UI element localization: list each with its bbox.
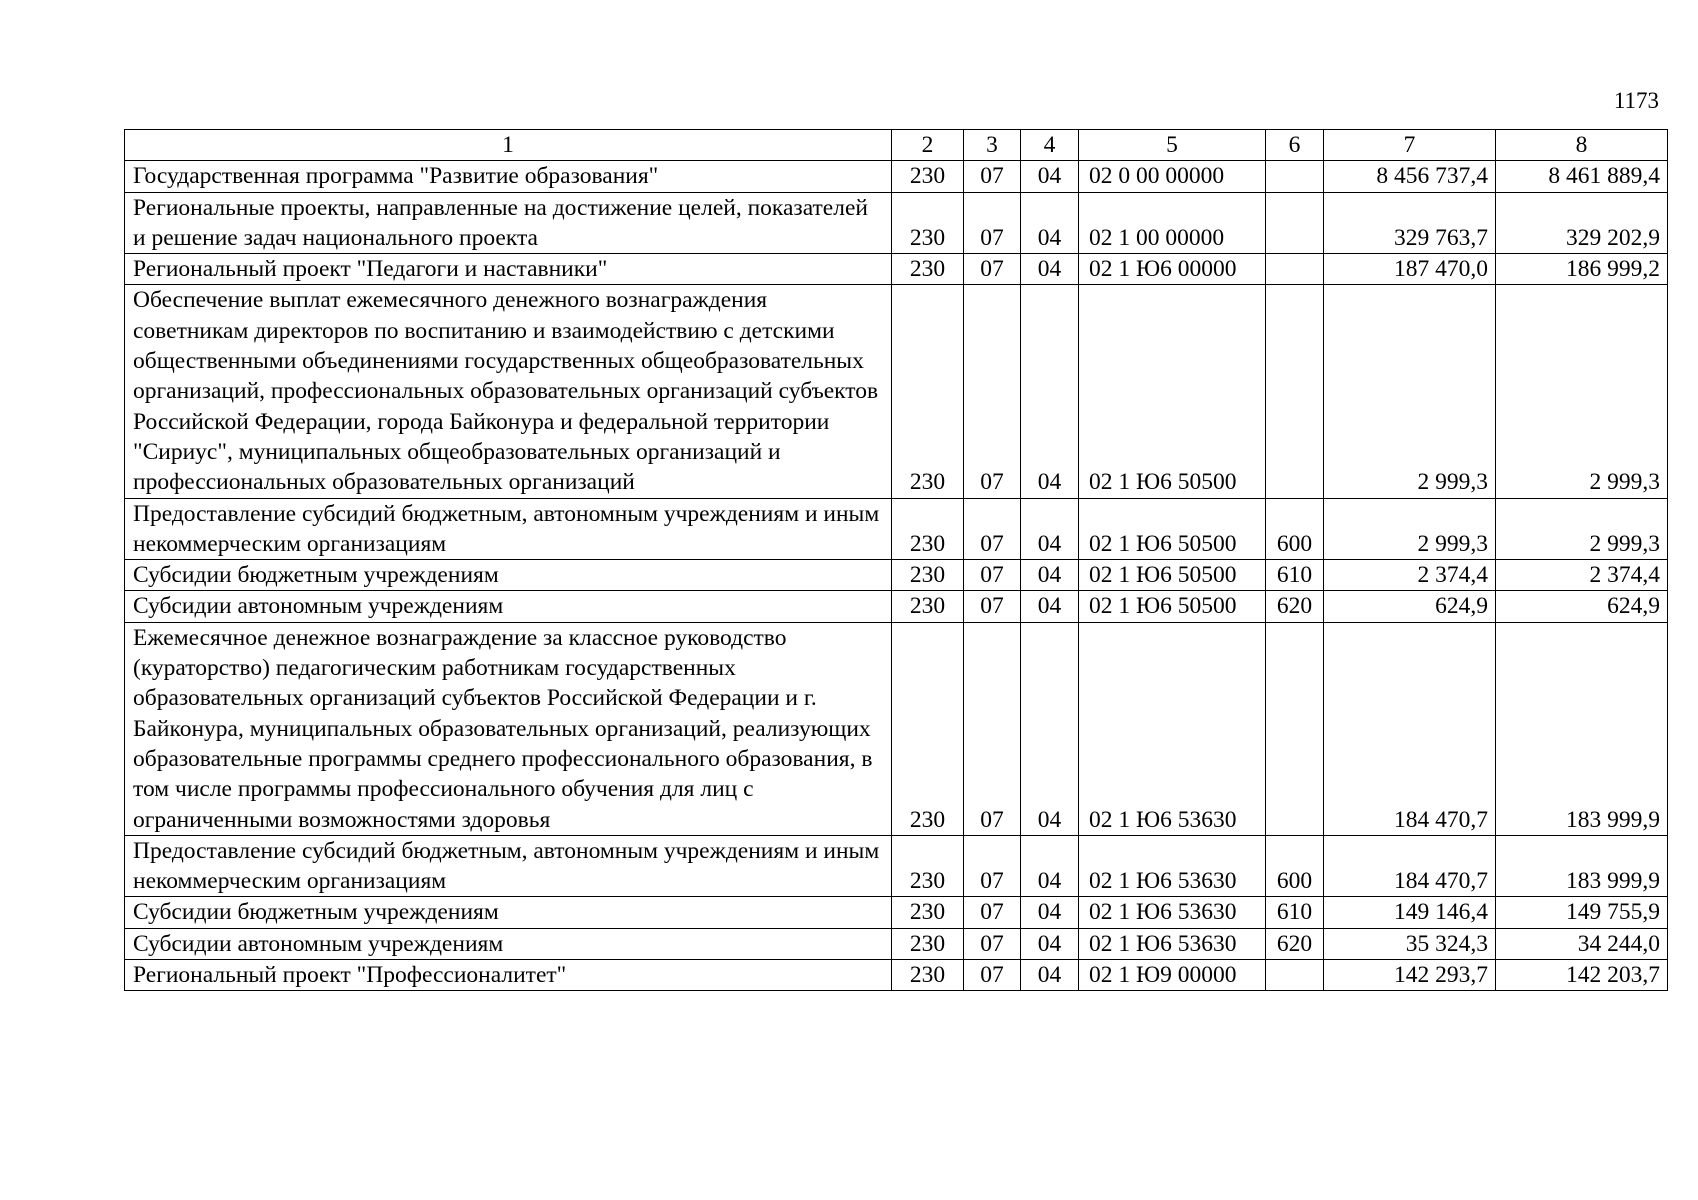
table-header-row (125, 130, 1668, 161)
row-target-code: 02 1 Ю6 50500 (1079, 285, 1266, 498)
table-row (125, 560, 1668, 591)
row-expense-type: 600 (1266, 498, 1324, 560)
table-row (125, 835, 1668, 897)
column-header: 2 (892, 130, 964, 161)
row-amount-year1: 624,9 (1324, 591, 1496, 622)
row-amount-year1: 184 470,7 (1324, 835, 1496, 897)
row-amount-year1: 35 324,3 (1324, 928, 1496, 959)
row-amount-year1: 2 374,4 (1324, 560, 1496, 591)
row-ministry-code: 230 (892, 192, 964, 254)
row-name: Региональный проект "Педагоги и наставники" (125, 254, 892, 285)
row-expense-type: 620 (1266, 591, 1324, 622)
row-subsection: 04 (1021, 254, 1079, 285)
row-expense-type: 610 (1266, 897, 1324, 928)
row-section: 07 (964, 835, 1021, 897)
row-amount-year2: 183 999,9 (1496, 835, 1668, 897)
row-ministry-code: 230 (892, 928, 964, 959)
table-row (125, 960, 1668, 991)
row-amount-year2: 329 202,9 (1496, 192, 1668, 254)
row-subsection: 04 (1021, 591, 1079, 622)
table-row (125, 622, 1668, 835)
row-ministry-code: 230 (892, 897, 964, 928)
row-expense-type (1266, 622, 1324, 835)
row-amount-year2: 2 999,3 (1496, 498, 1668, 560)
row-subsection: 04 (1021, 161, 1079, 192)
row-expense-type: 600 (1266, 835, 1324, 897)
row-amount-year1: 2 999,3 (1324, 498, 1496, 560)
row-ministry-code: 230 (892, 835, 964, 897)
row-target-code: 02 1 00 00000 (1079, 192, 1266, 254)
row-name: Субсидии бюджетным учреждениям (125, 560, 892, 591)
row-name: Региональные проекты, направленные на достижение целей, показателей и решение задач национального проекта (125, 192, 892, 254)
row-amount-year2: 8 461 889,4 (1496, 161, 1668, 192)
row-amount-year2: 149 755,9 (1496, 897, 1668, 928)
row-amount-year2: 2 999,3 (1496, 285, 1668, 498)
row-expense-type (1266, 254, 1324, 285)
row-section: 07 (964, 192, 1021, 254)
column-header: 1 (125, 130, 892, 161)
page-number: 1173 (1613, 88, 1659, 113)
row-ministry-code: 230 (892, 591, 964, 622)
row-amount-year1: 8 456 737,4 (1324, 161, 1496, 192)
row-expense-type (1266, 161, 1324, 192)
column-header: 3 (964, 130, 1021, 161)
row-section: 07 (964, 622, 1021, 835)
row-ministry-code: 230 (892, 254, 964, 285)
column-header: 8 (1496, 130, 1668, 161)
row-section: 07 (964, 161, 1021, 192)
table-row (125, 192, 1668, 254)
row-subsection: 04 (1021, 285, 1079, 498)
row-subsection: 04 (1021, 192, 1079, 254)
row-ministry-code: 230 (892, 560, 964, 591)
row-subsection: 04 (1021, 835, 1079, 897)
row-amount-year1: 142 293,7 (1324, 960, 1496, 991)
row-amount-year1: 187 470,0 (1324, 254, 1496, 285)
table-row (125, 254, 1668, 285)
table-row (125, 161, 1668, 192)
row-target-code: 02 1 Ю6 53630 (1079, 622, 1266, 835)
table-row (125, 928, 1668, 959)
row-subsection: 04 (1021, 622, 1079, 835)
row-name: Региональный проект "Профессионалитет" (125, 960, 892, 991)
row-target-code: 02 0 00 00000 (1079, 161, 1266, 192)
row-ministry-code: 230 (892, 622, 964, 835)
table-row (125, 591, 1668, 622)
row-amount-year2: 34 244,0 (1496, 928, 1668, 959)
row-amount-year2: 186 999,2 (1496, 254, 1668, 285)
row-amount-year1: 329 763,7 (1324, 192, 1496, 254)
row-expense-type: 620 (1266, 928, 1324, 959)
row-expense-type (1266, 960, 1324, 991)
row-amount-year1: 184 470,7 (1324, 622, 1496, 835)
table-row (125, 498, 1668, 560)
row-section: 07 (964, 498, 1021, 560)
row-name: Предоставление субсидий бюджетным, автономным учреждениям и иным некоммерческим организациям (125, 835, 892, 897)
row-section: 07 (964, 897, 1021, 928)
row-target-code: 02 1 Ю6 53630 (1079, 928, 1266, 959)
row-subsection: 04 (1021, 928, 1079, 959)
row-ministry-code: 230 (892, 960, 964, 991)
table-row (125, 285, 1668, 498)
row-name: Предоставление субсидий бюджетным, автономным учреждениям и иным некоммерческим организациям (125, 498, 892, 560)
row-target-code: 02 1 Ю6 50500 (1079, 498, 1266, 560)
row-name: Государственная программа "Развитие образования" (125, 161, 892, 192)
row-target-code: 02 1 Ю9 00000 (1079, 960, 1266, 991)
row-subsection: 04 (1021, 560, 1079, 591)
row-subsection: 04 (1021, 960, 1079, 991)
row-expense-type: 610 (1266, 560, 1324, 591)
row-target-code: 02 1 Ю6 50500 (1079, 591, 1266, 622)
row-name: Субсидии автономным учреждениям (125, 591, 892, 622)
row-amount-year1: 149 146,4 (1324, 897, 1496, 928)
row-subsection: 04 (1021, 498, 1079, 560)
column-header: 4 (1021, 130, 1079, 161)
row-target-code: 02 1 Ю6 50500 (1079, 560, 1266, 591)
column-header: 6 (1266, 130, 1324, 161)
row-section: 07 (964, 928, 1021, 959)
row-ministry-code: 230 (892, 498, 964, 560)
row-ministry-code: 230 (892, 285, 964, 498)
row-expense-type (1266, 192, 1324, 254)
row-target-code: 02 1 Ю6 53630 (1079, 835, 1266, 897)
column-header: 7 (1324, 130, 1496, 161)
row-name: Обеспечение выплат ежемесячного денежного вознаграждения советникам директоров по воспитанию и взаимодействию с детскими общественными объединениями государственных общеобразовательных организаций, профессиональных образовательных организаций субъектов Российской Федерации, города Байконура и федеральной территории "Сириус", муниципальных общеобразовательных организаций и профессиональных образовательных организаций (125, 285, 892, 498)
row-section: 07 (964, 560, 1021, 591)
column-header: 5 (1079, 130, 1266, 161)
row-expense-type (1266, 285, 1324, 498)
row-target-code: 02 1 Ю6 53630 (1079, 897, 1266, 928)
row-section: 07 (964, 591, 1021, 622)
row-name: Субсидии бюджетным учреждениям (125, 897, 892, 928)
row-section: 07 (964, 960, 1021, 991)
row-amount-year1: 2 999,3 (1324, 285, 1496, 498)
row-amount-year2: 142 203,7 (1496, 960, 1668, 991)
row-name: Субсидии автономным учреждениям (125, 928, 892, 959)
row-section: 07 (964, 254, 1021, 285)
row-subsection: 04 (1021, 897, 1079, 928)
row-amount-year2: 624,9 (1496, 591, 1668, 622)
row-name: Ежемесячное денежное вознаграждение за классное руководство (кураторство) педагогическим работникам государственных образовательных организаций субъектов Российской Федерации и г. Байконура, муниципальных образовательных организаций, реализующих образовательные программы среднего профессионального образования, в том числе программы профессионального обучения для лиц с ограниченными возможностями здоровья (125, 622, 892, 835)
row-section: 07 (964, 285, 1021, 498)
row-amount-year2: 2 374,4 (1496, 560, 1668, 591)
row-ministry-code: 230 (892, 161, 964, 192)
table-row (125, 897, 1668, 928)
row-amount-year2: 183 999,9 (1496, 622, 1668, 835)
row-target-code: 02 1 Ю6 00000 (1079, 254, 1266, 285)
budget-table (124, 129, 1668, 991)
